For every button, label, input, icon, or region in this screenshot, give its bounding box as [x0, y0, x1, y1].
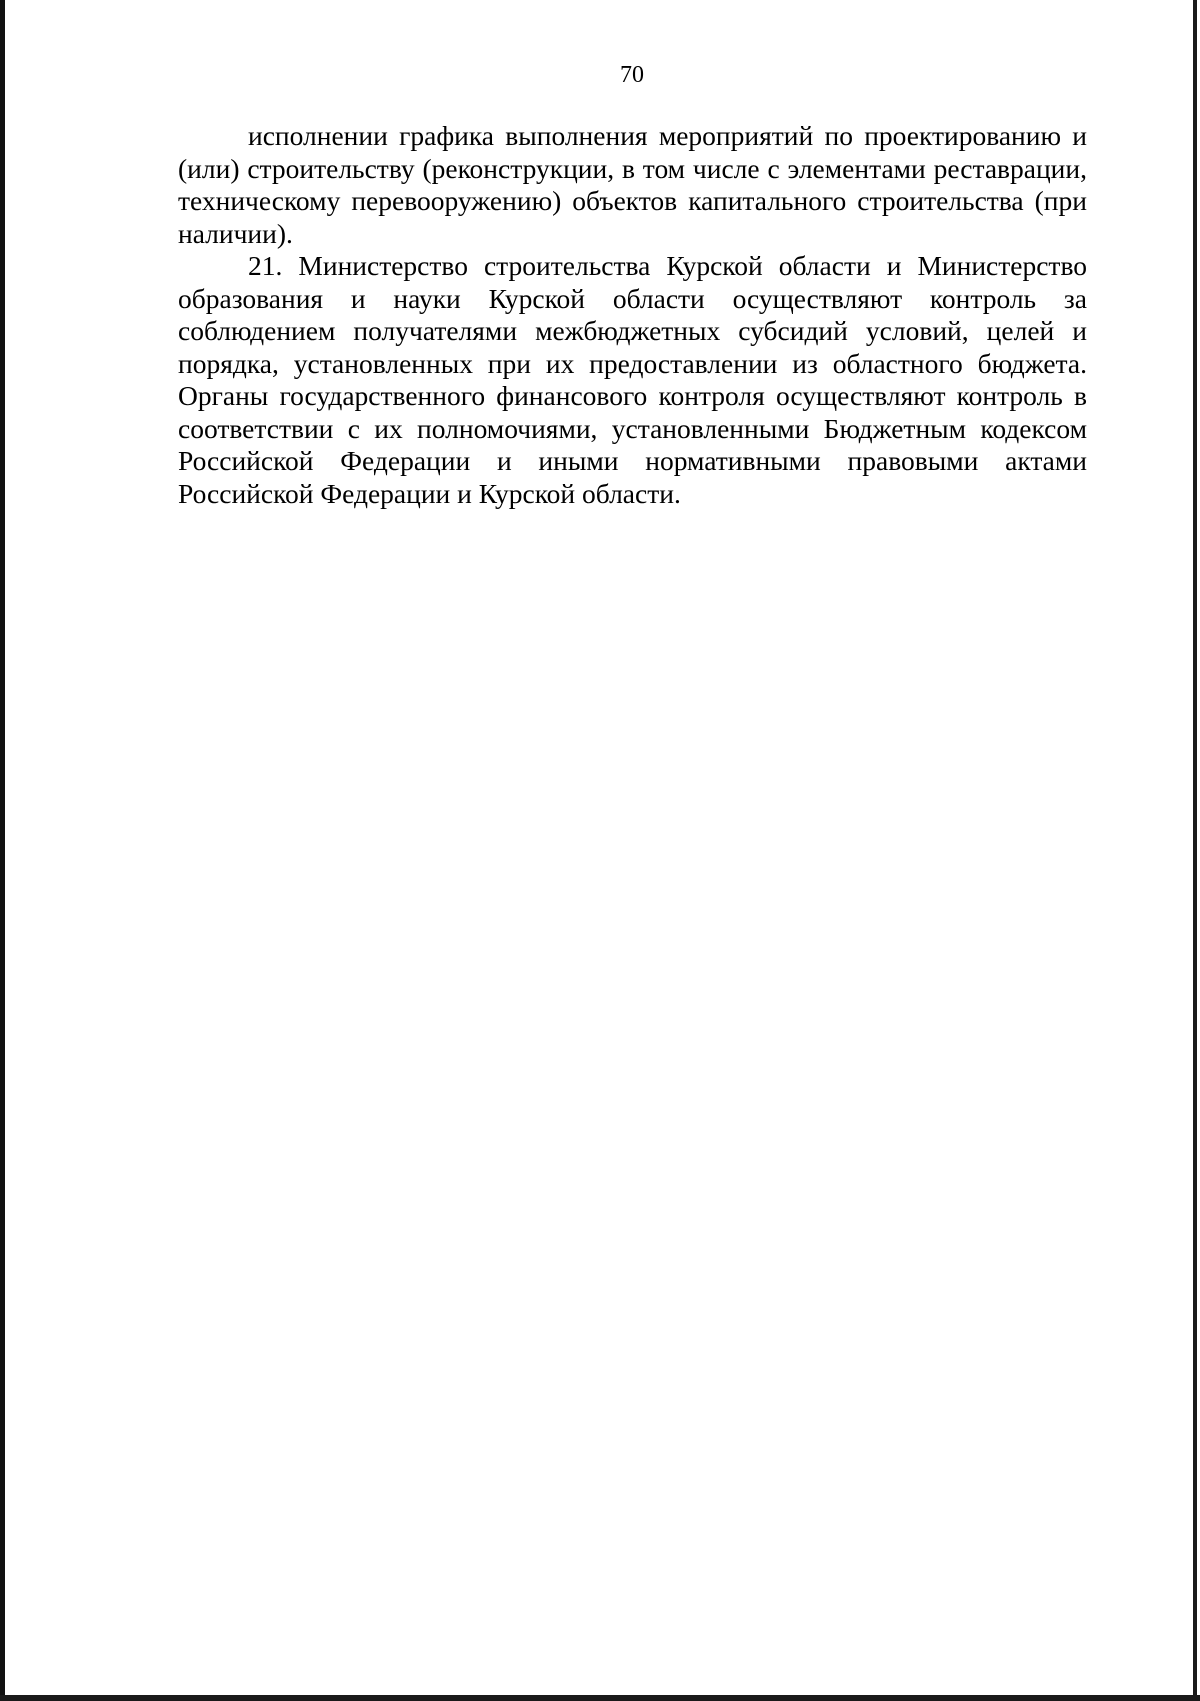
- page-number: 70: [620, 62, 644, 88]
- scan-edge-right: [1193, 0, 1197, 1701]
- scan-edge-bottom: [0, 1695, 1200, 1701]
- document-body: [178, 120, 1087, 510]
- paragraph-21: 21. Министерство строительства Курской области и Министерство образования и науки Курской области осуществляют контроль за соблюдением получателями межбюджетных субсидий условий, целей и порядка, установленных при их предоставлении из областного бюджета. Органы государственного финансового контроля осуществляют контроль в соответствии с их полномочиями, установленными Бюджетным кодексом Российской Федерации и иными нормативными правовыми актами Российской Федерации и Курской области.: [178, 250, 1087, 509]
- paragraph-continuation: исполнении графика выполнения мероприятий по проектированию и (или) строительству (реконструкции, в том числе с элементами реставрации, техническому перевооружению) объектов капитального строительства (при наличии).: [178, 120, 1087, 249]
- scan-edge-left: [0, 0, 5, 1701]
